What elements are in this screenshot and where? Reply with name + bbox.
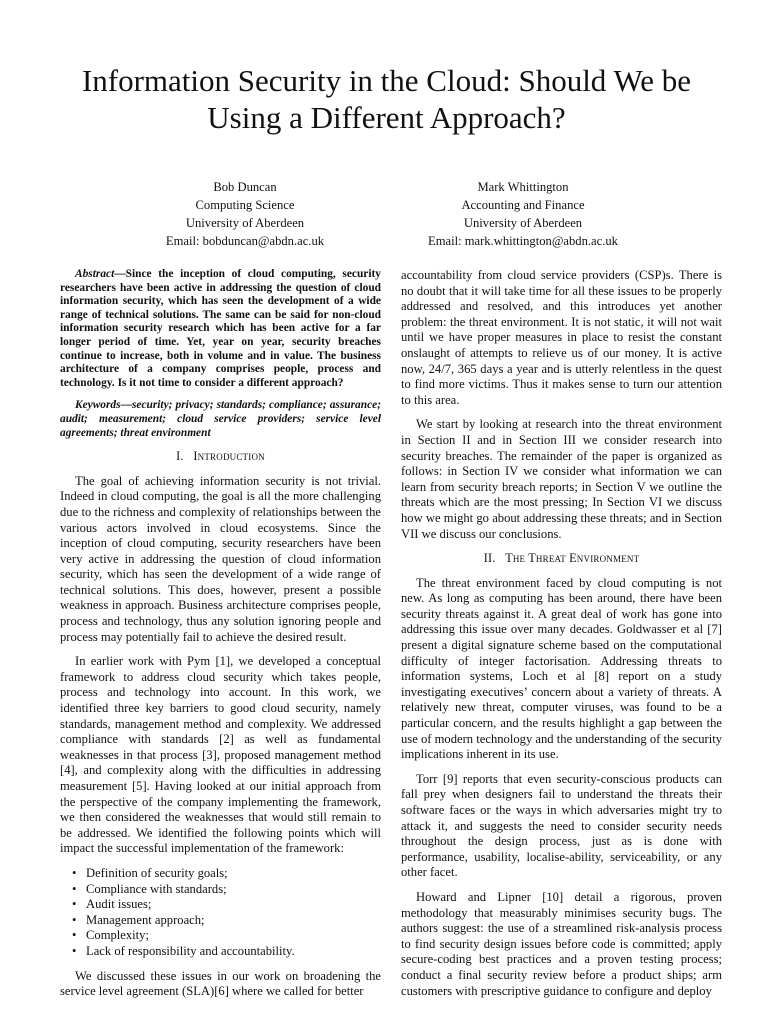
threat-paragraph-2: Torr [9] reports that even security-conscious products can fall prey when designers fail to understand the threats their software faces or the ways in which adversaries might try to attack it, and suggests the need to consider security needs throughout the design process, just as is done with performance, usability, localise-ability, serviceability, or any other facet. <box>401 771 722 880</box>
abstract-text: —Since the inception of cloud computing, security researchers have been active in addressing the question of cloud information security, which has seen the development of a wide range of technical solutions. The same can be said for non-cloud information security research which has been active for a far longer period of time. Yet, year on year, security breaches continue to increase, both in volume and in value. The business architecture of a company comprises people, process and technology. Is it not time to consider a different approach? <box>60 268 381 389</box>
intro-paragraph-3: We discussed these issues in our work on broadening the service level agreement (SLA)[6] where we called for better <box>60 968 381 999</box>
section-title: Introduction <box>193 449 265 464</box>
barrier-list <box>60 866 381 960</box>
author-dept: Computing Science <box>195 198 295 212</box>
section-title: The Threat Environment <box>505 551 640 566</box>
author-block-1 <box>95 178 395 250</box>
paper-title: Information Security in the Cloud: Should We be Using a Different Approach? <box>81 63 692 135</box>
list-item: • Management approach; <box>72 912 205 927</box>
left-column <box>60 268 381 1009</box>
list-item: • Definition of security goals; <box>72 865 228 880</box>
abstract <box>60 268 381 390</box>
list-item: • Complexity; <box>72 928 149 943</box>
bullet-icon: • <box>72 912 77 927</box>
author-org: University of Aberdeen <box>463 216 583 230</box>
bullet-icon: • <box>72 865 77 880</box>
threat-paragraph-1: The threat environment faced by cloud computing is not new. As long as computing has been around, there have been security threats against it. A great deal of work has gone into addressing this issue over many decades. Goldwasser et al [7] present a digital signature scheme based on the computational difficulty of integer factorisation. Addressing threats to information systems, Loch et al [8] report on a study investigating executives’ concern about a variety of threats. A relatively new threat, computer viruses, was found to be a particular concern, and the results highlight a gap between the use of modern technology and the understanding of the security implications inherent in its use. <box>401 575 722 762</box>
threat-paragraph-3: Howard and Lipner [10] detail a rigorous, proven methodology that measurably minimises security bugs. The authors suggest: the use of a streamlined risk-analysis process to find security design issues before code is committed; apply secure-coding best practices and a proven testing process; conduct a final security review before a product ships; arm customers with prescriptive guidance to configure and deploy <box>401 889 722 998</box>
author-dept: Accounting and Finance <box>461 198 585 212</box>
keywords: Keywords—security; privacy; standards; compliance; assurance; audit; measurement; cloud service providers; service level agreements; threat environment <box>60 399 381 439</box>
outline-paragraph: We start by looking at research into the threat environment in Section II and in Section III we consider research into security breaches. The remainder of the paper is organized as follows: in Section IV we consider what information we can learn from security breach reports; in Section V we outline the threats which are the most pressing; In Section VI we discuss how we might go about addressing these threats; and in Section VII we discuss our conclusions. <box>401 417 722 541</box>
intro-paragraph-2: In earlier work with Pym [1], we developed a conceptual framework to address cloud security which takes people, process and technology into account. In this work, we identified three key barriers to good cloud security, namely standards, management method and complexity. We addressed compliance with standards [2] as well as fundamental weaknesses in that process [3], proposed management method [4], and complexity along with the difficulties in addressing measurement [5]. Having looked at our initial approach from the perspective of the company implementing the framework, we then considered the weaknesses that would still remain to be addressed. We identified the following points which will impact the successful implementation of the framework: <box>60 654 381 856</box>
list-item: • Compliance with standards; <box>72 881 227 896</box>
abstract-lead: Abstract <box>75 268 115 280</box>
author-email: Email: bobduncan@abdn.ac.uk <box>165 234 325 248</box>
bullet-icon: • <box>72 897 77 912</box>
continued-paragraph: accountability from cloud service providers (CSP)s. There is no doubt that it will take time for all these issues to be properly addressed and resolved, and this introduces yet another problem: the threat environment. It is not static, it will not wait until we have proper measures in place to resist the constant onslaught of attempts to relieve us of our money. It is active now, 24/7, 365 days a year and is utterly relentless in the quest to find more victims. Thus it makes sense to turn our attention to this area. <box>401 268 722 407</box>
list-item: • Audit issues; <box>72 897 152 912</box>
author-org: University of Aberdeen <box>185 216 305 230</box>
section-number: II. <box>483 551 496 566</box>
section-heading-introduction <box>60 449 381 465</box>
bullet-icon: • <box>72 881 77 896</box>
author-name: Bob Duncan <box>213 180 277 194</box>
list-item: • Lack of responsibility and accountability. <box>72 943 295 958</box>
author-email: Email: mark.whittington@abdn.ac.uk <box>428 234 618 248</box>
intro-paragraph-1: The goal of achieving information security is not trivial. Indeed in cloud computing, the goal is all the more challenging due to the richness and complexity of relationships between the various actors involved in cloud ecosystems. Since the inception of cloud computing, security researchers have been very active in addressing the question of cloud information security, which has seen the development of a wide range of technical solutions. This does, however, present a possible weakness in approach. Business architecture comprises people, process and technology, thus any solution ignoring people and process may potentially fail to achieve the desired result. <box>60 473 381 644</box>
bullet-icon: • <box>72 928 77 943</box>
section-heading-threat-environment <box>401 551 722 567</box>
section-number: I. <box>176 449 184 464</box>
author-name: Mark Whittington <box>477 180 569 194</box>
author-block-2 <box>373 178 673 250</box>
right-column <box>401 268 722 1008</box>
bullet-icon: • <box>72 943 77 958</box>
